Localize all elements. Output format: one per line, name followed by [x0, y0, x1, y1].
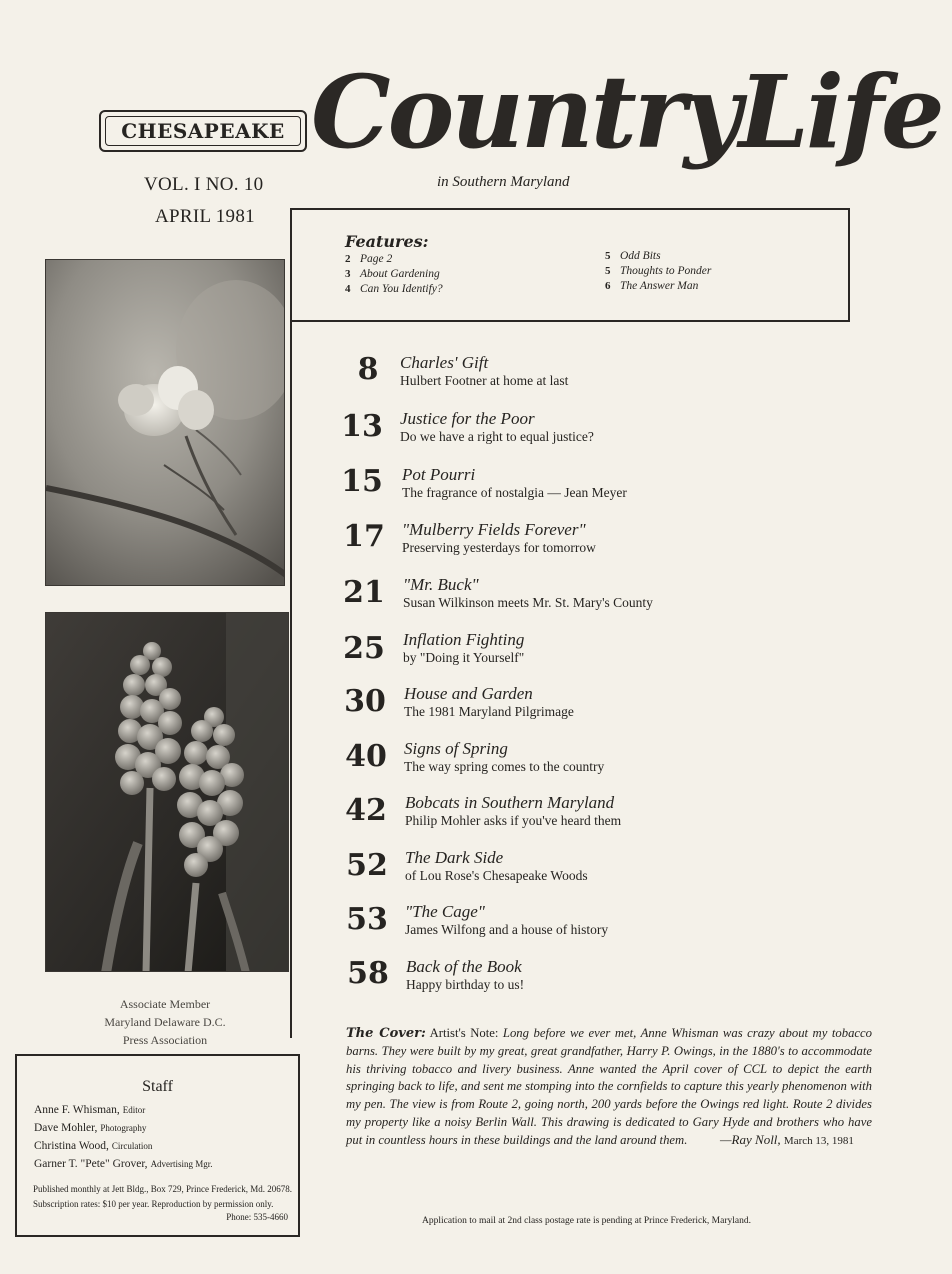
- cover-note: [346, 1025, 872, 1150]
- tagline: in Southern Maryland: [437, 174, 570, 190]
- contents-page-number: 17: [343, 519, 385, 554]
- contents-title: Justice for the Poor: [400, 409, 535, 428]
- contents-page-number: 21: [343, 575, 385, 610]
- staff-name: Garner T. "Pete" Grover,: [34, 1158, 148, 1170]
- signature-name: —Ray Noll,: [720, 1132, 781, 1147]
- staff-role: Photography: [100, 1123, 147, 1133]
- cover-lead: The Cover:: [346, 1026, 426, 1041]
- publication-note: Published monthly at Jett Bldg., Box 729, Prince Frederick, Md. 20678. Subscription rates: $10 per year. Reproduction by permission only.: [33, 1184, 292, 1209]
- feature-page: 4: [345, 283, 351, 295]
- feature-page: 5: [605, 265, 611, 277]
- chesapeake-badge: [99, 110, 307, 152]
- contents-title: Inflation Fighting: [403, 630, 525, 649]
- staff-member: [34, 1122, 146, 1134]
- contents-page-number: 15: [341, 464, 383, 499]
- magazine-logo: CountryLife: [311, 53, 942, 171]
- contents-subtitle: Philip Mohler asks if you've heard them: [405, 813, 622, 828]
- feature-page: 5: [605, 250, 611, 262]
- contents-title: "Mulberry Fields Forever": [402, 520, 586, 539]
- staff-box: [15, 1054, 300, 1237]
- contents-subtitle: Preserving yesterdays for tomorrow: [402, 540, 596, 555]
- feature-label: Odd Bits: [620, 250, 661, 262]
- features-box: [292, 208, 850, 322]
- contents-title: Bobcats in Southern Maryland: [405, 793, 615, 812]
- badge-text: CHESAPEAKE: [121, 119, 285, 143]
- contents-title: House and Garden: [404, 684, 533, 703]
- feature-item: [605, 280, 698, 292]
- member-line-3: Press Association: [122, 1033, 208, 1047]
- feature-item: [605, 250, 661, 262]
- contents-page-number: 42: [345, 793, 387, 828]
- contents-subtitle: James Wilfong and a house of history: [405, 922, 609, 937]
- feature-item: [605, 265, 711, 277]
- member-line-2: Maryland Delaware D.C.: [104, 1015, 226, 1029]
- staff-member: [34, 1140, 152, 1152]
- member-line-1: Associate Member: [119, 997, 211, 1011]
- contents-title: The Dark Side: [405, 848, 504, 867]
- artist-note-label: Artist's Note:: [429, 1026, 499, 1040]
- contents-subtitle: The way spring comes to the country: [404, 759, 605, 774]
- contents-title: Signs of Spring: [404, 739, 508, 758]
- contents-page-number: 13: [341, 409, 383, 444]
- staff-name: Dave Mohler,: [34, 1122, 98, 1134]
- contents-subtitle: Susan Wilkinson meets Mr. St. Mary's County: [403, 595, 653, 610]
- features-heading: Features:: [345, 232, 429, 251]
- feature-label: About Gardening: [360, 268, 440, 280]
- staff-member: [34, 1104, 145, 1116]
- hyacinth-photo: [45, 612, 289, 972]
- contents-subtitle: Happy birthday to us!: [406, 977, 525, 992]
- contents-page-number: 52: [346, 848, 388, 883]
- postal-notice: Application to mail at 2nd class postage rate is pending at Prince Frederick, Maryland.: [422, 1216, 751, 1226]
- blossom-photo: [45, 259, 285, 586]
- volume-number: VOL. I NO. 10: [144, 174, 264, 195]
- feature-label: Thoughts to Ponder: [620, 265, 712, 277]
- contents-subtitle: The 1981 Maryland Pilgrimage: [404, 704, 574, 719]
- contents-page-number: 40: [345, 739, 387, 774]
- contents-title: "Mr. Buck": [403, 575, 479, 594]
- contents-page-number: 58: [347, 956, 389, 991]
- contents-title: "The Cage": [405, 902, 485, 921]
- staff-role: Editor: [122, 1105, 146, 1115]
- feature-label: The Answer Man: [620, 280, 699, 292]
- feature-page: 2: [345, 253, 351, 265]
- staff-title: Staff: [142, 1078, 173, 1095]
- staff-role: Circulation: [111, 1141, 153, 1151]
- feature-page: 6: [605, 280, 611, 292]
- feature-item: [345, 253, 392, 265]
- contents-subtitle: The fragrance of nostalgia — Jean Meyer: [402, 485, 627, 500]
- staff-name: Anne F. Whisman,: [34, 1104, 120, 1116]
- contents-page-number: 53: [346, 902, 388, 937]
- contents-title: Charles' Gift: [400, 353, 489, 372]
- contents-subtitle: Do we have a right to equal justice?: [400, 429, 594, 444]
- contents-subtitle: Hulbert Footner at home at last: [400, 373, 569, 388]
- contents-page-number: 30: [344, 684, 386, 719]
- signature-date: March 13, 1981: [783, 1135, 854, 1147]
- contents-page-number: 25: [343, 631, 385, 666]
- phone-number: Phone: 535-4660: [226, 1212, 288, 1222]
- issue-date: APRIL 1981: [155, 206, 255, 227]
- feature-item: [345, 268, 440, 280]
- column-divider: [290, 208, 292, 1038]
- feature-label: Page 2: [360, 253, 393, 265]
- signature: [720, 1132, 854, 1148]
- cover-text: Long before we ever met, Anne Whisman was crazy about my tobacco barns. They were built by my great, great grandfather, Harry P. Owings, in the 1880's to accommodate his thriving tobacco and livery business. Anne wanted the April cover of CCL to depict the earth springing back to life, and sent me stomping into the cornfields to capture this yearly phenomenon with my pen. The view is from Route 2, going north, 200 yards before the Owings red light. Route 2 divides my property like a noisy Berlin Wall. This drawing is dedicated to Gary Hyde and brothers who have put in countless hours in these buildings and the land around them.: [346, 1026, 873, 1147]
- contents-subtitle: by "Doing it Yourself": [403, 650, 525, 665]
- staff-role: Advertising Mgr.: [150, 1159, 213, 1169]
- staff-member: [34, 1158, 213, 1170]
- feature-label: Can You Identify?: [360, 283, 443, 295]
- feature-page: 3: [345, 268, 351, 280]
- contents-page-number: 8: [357, 352, 379, 387]
- feature-item: [345, 283, 443, 295]
- contents-title: Pot Pourri: [402, 465, 476, 484]
- contents-subtitle: of Lou Rose's Chesapeake Woods: [405, 868, 588, 883]
- contents-title: Back of the Book: [406, 957, 522, 976]
- staff-name: Christina Wood,: [34, 1140, 109, 1152]
